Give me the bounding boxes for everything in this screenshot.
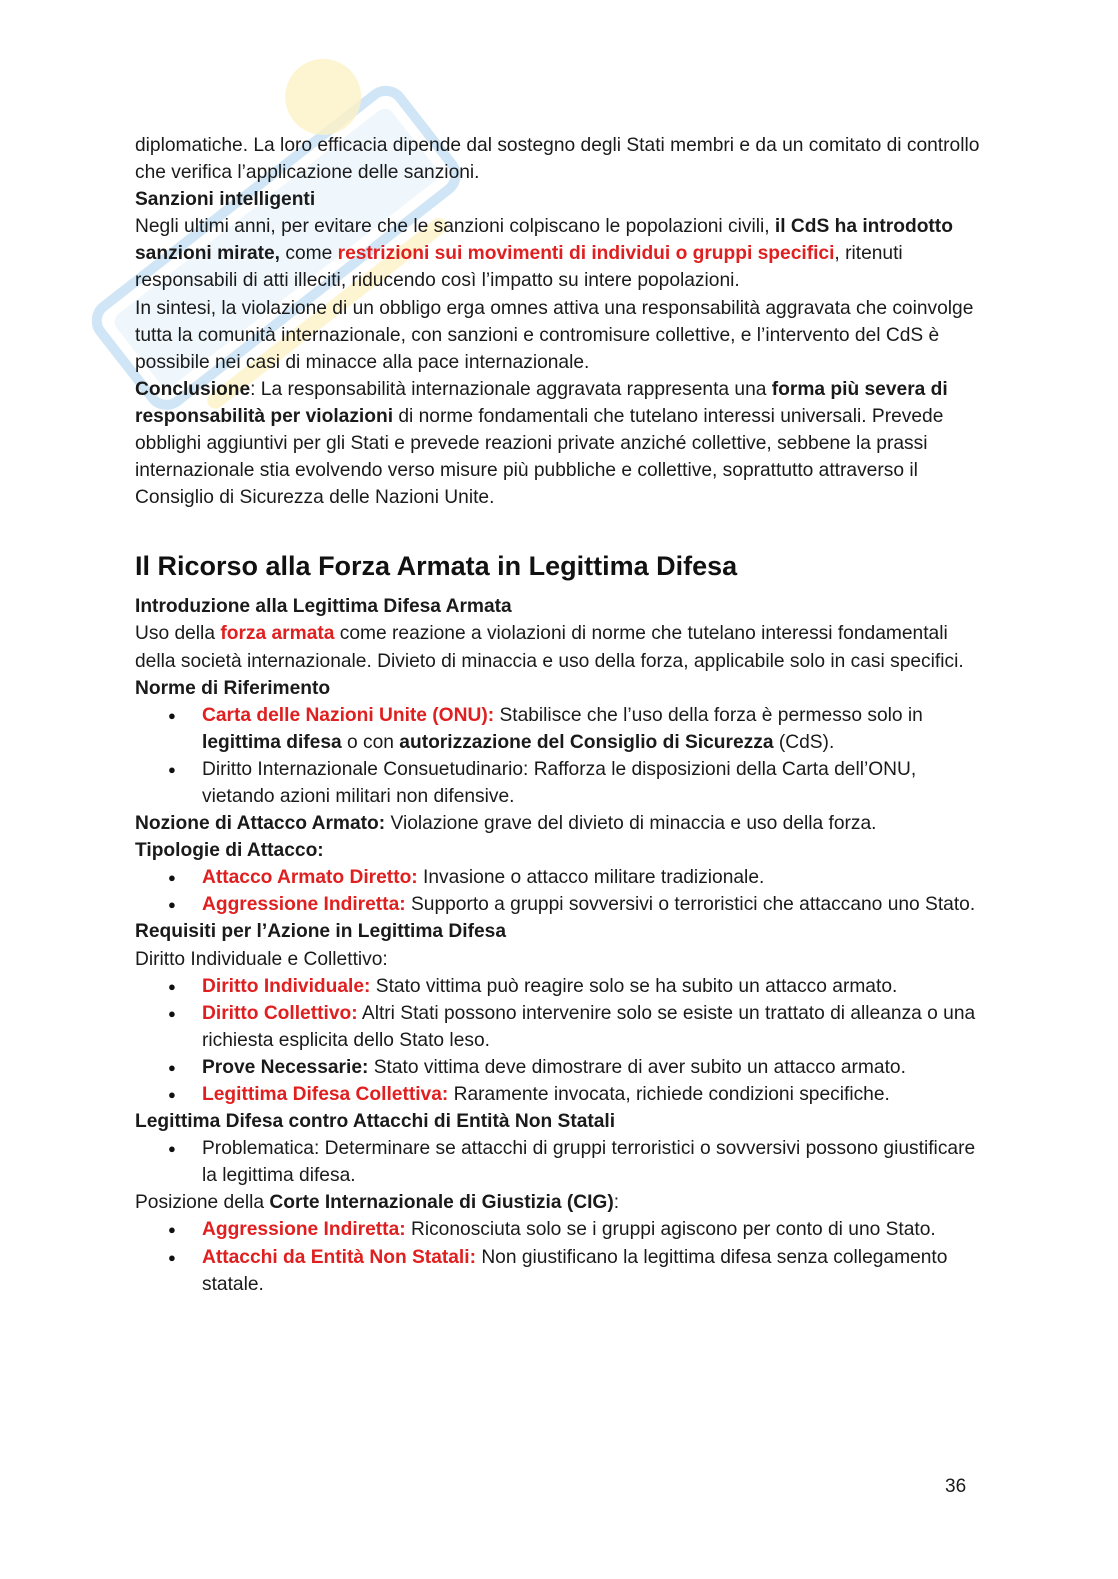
paragraph-requisiti-sub: Diritto Individuale e Collettivo: — [135, 948, 388, 970]
list-item: ● Diritto Collettivo: Altri Stati possono intervenire solo se esiste un trattato di alleanza o una richiesta esplicita dello Stato leso. — [202, 1000, 985, 1054]
list-cig — [135, 1216, 985, 1297]
list-item: ● Aggressione Indiretta: Supporto a gruppi sovversivi o terroristici che attaccano uno Stato. — [202, 891, 985, 918]
list-tipologie — [135, 864, 985, 918]
heading-tipologie: Tipologie di Attacco: — [135, 840, 324, 862]
paragraph-sintesi: In sintesi, la violazione di un obbligo erga omnes attiva una responsabilità aggravata che coinvolge tutta la comunità internazionale, con sanzioni e contromisure collettive, e l’intervento del CdS è possibile nei casi di minacce alla pace internazionale. — [135, 297, 974, 373]
paragraph-introduzione: Uso della forza armata come reazione a violazioni di norme che tutelano interessi fondamentali della società internazionale. Divieto di minaccia e uso della forza, applicabile solo in casi specifici. — [135, 623, 964, 672]
paragraph-sanzioni-mirate: Negli ultimi anni, per evitare che le sanzioni colpiscano le popolazioni civili, il CdS ha introdotto sanzioni mirate, come restrizioni sui movimenti di individui o gruppi specifici, ritenuti responsabili di atti illeciti, riducendo così l’impatto su intere popolazioni. — [135, 216, 953, 292]
list-item: ● Attacchi da Entità Non Statali: Non giustificano la legittima difesa senza collegamento statale. — [202, 1244, 985, 1298]
list-item: ● Aggressione Indiretta: Riconosciuta solo se i gruppi agiscono per conto di uno Stato. — [202, 1216, 985, 1243]
heading-requisiti: Requisiti per l’Azione in Legittima Difesa — [135, 921, 507, 943]
paragraph-diplomatiche: diplomatiche. La loro efficacia dipende dal sostegno degli Stati membri e da un comitato di controllo che verifica l’applicazione delle sanzioni. — [135, 135, 980, 184]
heading-introduzione: Introduzione alla Legittima Difesa Armata — [135, 596, 512, 618]
heading-non-statali: Legittima Difesa contro Attacchi di Entità Non Statali — [135, 1111, 616, 1133]
list-item: ● Prove Necessarie: Stato vittima deve dimostrare di aver subito un attacco armato. — [202, 1054, 985, 1081]
list-requisiti — [135, 973, 985, 1108]
list-non-statali — [135, 1135, 985, 1189]
document-body — [135, 132, 985, 1298]
list-item: ● Attacco Armato Diretto: Invasione o attacco militare tradizionale. — [202, 864, 985, 891]
list-item: ● Problematica: Determinare se attacchi di gruppi terroristici o sovversivi possono giustificare la legittima difesa. — [202, 1135, 985, 1189]
heading-norme: Norme di Riferimento — [135, 677, 331, 699]
section-title: Il Ricorso alla Forza Armata in Legittima Difesa — [135, 551, 738, 582]
paragraph-nozione: Nozione di Attacco Armato: Violazione grave del divieto di minaccia e uso della forza. — [135, 813, 877, 835]
list-item: ● Legittima Difesa Collettiva: Raramente invocata, richiede condizioni specifiche. — [202, 1081, 985, 1108]
page-number: 36 — [945, 1476, 967, 1497]
paragraph-posizione-cig: Posizione della Corte Internazionale di Giustizia (CIG): — [135, 1192, 620, 1214]
list-item: ● Carta delle Nazioni Unite (ONU): Stabilisce che l’uso della forza è permesso solo in legittima difesa o con autorizzazione del Consiglio di Sicurezza (CdS). — [202, 702, 985, 756]
list-item: ● Diritto Individuale: Stato vittima può reagire solo se ha subito un attacco armato. — [202, 973, 985, 1000]
heading-sanzioni-intelligenti: Sanzioni intelligenti — [135, 189, 316, 211]
list-norme — [135, 702, 985, 810]
list-item: ● Diritto Internazionale Consuetudinario: Rafforza le disposizioni della Carta dell’ONU, vietando azioni militari non difensive. — [202, 756, 985, 810]
paragraph-conclusione: Conclusione: La responsabilità internazionale aggravata rappresenta una forma più severa di responsabilità per violazioni di norme fondamentali che tutelano interessi universali. Prevede obblighi aggiuntivi per gli Stati e prevede reazioni private anziché collettive, sebbene la prassi internazionale stia evolvendo verso misure più pubbliche e collettive, soprattutto attraverso il Consiglio di Sicurezza delle Nazioni Unite. — [135, 378, 948, 509]
